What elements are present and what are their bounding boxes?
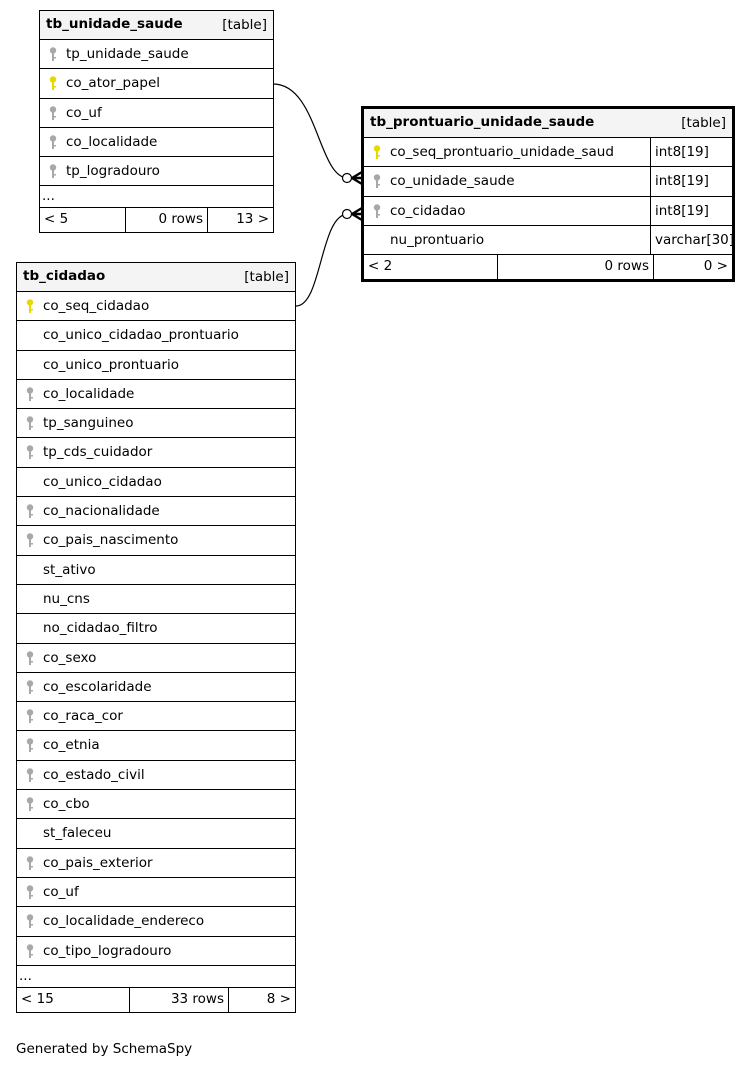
column-type: int8[19] (650, 167, 732, 195)
column-name: co_pais_nascimento (43, 532, 179, 549)
column-row[interactable] (17, 292, 295, 321)
column-name: co_unico_cidadao (43, 473, 162, 490)
foreign-key-icon (49, 106, 57, 120)
column-row[interactable] (40, 99, 273, 128)
column-name: co_estado_civil (43, 766, 145, 783)
column-row[interactable] (17, 409, 295, 438)
column-name: co_seq_prontuario_unidade_saud (390, 144, 614, 160)
column-row[interactable] (40, 69, 273, 98)
column-name: co_raca_cor (43, 708, 123, 725)
row-count: 33 rows (129, 988, 228, 1012)
foreign-key-icon (26, 797, 34, 811)
column-type: int8[19] (650, 138, 732, 166)
table-name: tb_prontuario_unidade_saude (370, 114, 595, 130)
column-name: tp_sanguineo (43, 415, 134, 432)
column-row[interactable] (17, 702, 295, 731)
foreign-key-icon (26, 856, 34, 870)
children-count[interactable]: 8 > (228, 988, 295, 1012)
children-count[interactable]: 13 > (207, 208, 273, 232)
column-name: no_cidadao_filtro (43, 620, 158, 637)
column-list (17, 292, 295, 966)
foreign-key-icon (26, 533, 34, 547)
column-type: varchar[30] (650, 226, 732, 254)
children-count[interactable]: 0 > (653, 255, 732, 279)
column-name: co_unidade_saude (390, 173, 515, 190)
table-tb-cidadao[interactable] (16, 262, 296, 1013)
column-name: co_cidadao (390, 202, 466, 219)
column-row[interactable] (17, 937, 295, 966)
column-name: co_localidade (43, 385, 135, 402)
foreign-key-icon (26, 387, 34, 401)
column-row[interactable] (364, 138, 732, 167)
foreign-key-icon (26, 738, 34, 752)
column-row[interactable] (17, 790, 295, 819)
column-name: co_ator_papel (66, 75, 161, 92)
column-row[interactable] (17, 819, 295, 848)
column-name: co_nacionalidade (43, 503, 160, 520)
parents-count[interactable]: < 15 (21, 990, 54, 1007)
column-row[interactable] (17, 673, 295, 702)
column-name: co_pais_exterior (43, 854, 153, 871)
row-count: 0 rows (497, 255, 653, 279)
table-footer (40, 208, 273, 232)
table-footer (17, 988, 295, 1012)
foreign-key-icon (26, 680, 34, 694)
column-row[interactable] (17, 907, 295, 936)
column-row[interactable] (17, 438, 295, 467)
column-row[interactable] (17, 731, 295, 760)
edge-endpoint-circle (343, 210, 352, 219)
foreign-key-icon (26, 416, 34, 430)
parents-count[interactable]: < 5 (44, 211, 69, 228)
column-row[interactable] (17, 585, 295, 614)
column-row[interactable] (17, 849, 295, 878)
column-row[interactable] (364, 167, 732, 196)
table-type-tag: [table] (681, 115, 726, 131)
column-row[interactable] (17, 556, 295, 585)
foreign-key-icon (26, 504, 34, 518)
column-name: co_etnia (43, 737, 100, 754)
column-row[interactable] (17, 644, 295, 673)
column-row[interactable] (40, 128, 273, 157)
column-name: co_uf (66, 104, 102, 121)
generated-by-label: Generated by SchemaSpy (16, 1041, 193, 1057)
column-name: st_ativo (43, 561, 96, 578)
column-row[interactable] (17, 761, 295, 790)
column-name: st_faleceu (43, 825, 112, 842)
table-name: tb_unidade_saude (46, 16, 183, 32)
primary-key-icon (49, 76, 57, 90)
column-name: co_tipo_logradouro (43, 942, 172, 959)
column-name: co_unico_prontuario (43, 356, 180, 373)
table-header (17, 263, 295, 292)
edge-cidadao-to-prontuario (296, 214, 362, 306)
column-row[interactable] (364, 226, 735, 255)
column-name: co_sexo (43, 649, 97, 666)
column-row[interactable] (17, 380, 295, 409)
table-tb-prontuario-unidade-saude[interactable] (361, 106, 735, 282)
row-count: 0 rows (125, 208, 207, 232)
column-name: nu_prontuario (390, 231, 485, 248)
column-row[interactable] (17, 321, 295, 350)
column-list (364, 138, 735, 255)
column-name: nu_cns (43, 590, 90, 607)
primary-key-icon (373, 145, 381, 159)
foreign-key-icon (26, 944, 34, 958)
column-name: tp_logradouro (66, 163, 160, 180)
foreign-key-icon (49, 135, 57, 149)
table-name: tb_cidadao (23, 268, 106, 284)
column-name: co_localidade_endereco (43, 913, 205, 930)
parents-count[interactable]: < 2 (368, 258, 393, 275)
table-tb-unidade-saude[interactable] (39, 10, 274, 233)
column-row[interactable] (17, 468, 295, 497)
table-header (364, 109, 732, 138)
foreign-key-icon (49, 164, 57, 178)
edge-endpoint-circle (343, 174, 352, 183)
column-name: co_unico_cidadao_prontuario (43, 327, 239, 344)
table-type-tag: [table] (244, 269, 289, 285)
foreign-key-icon (373, 174, 381, 188)
column-name: co_seq_cidadao (43, 298, 150, 314)
column-name: co_cbo (43, 796, 90, 813)
column-name: tp_unidade_saude (66, 46, 189, 62)
edge-unidade-saude-to-prontuario (273, 84, 362, 178)
column-row[interactable] (364, 197, 732, 226)
foreign-key-icon (26, 914, 34, 928)
column-row[interactable] (17, 614, 295, 643)
column-name: co_localidade (66, 133, 158, 150)
column-row[interactable] (40, 157, 273, 186)
table-type-tag: [table] (222, 17, 267, 33)
foreign-key-icon (26, 445, 34, 459)
table-footer (364, 255, 732, 279)
column-name: co_escolaridade (43, 678, 152, 695)
column-row[interactable] (40, 40, 273, 69)
more-columns-ellipsis: ... (17, 966, 295, 988)
column-type: int8[19] (650, 197, 732, 225)
foreign-key-icon (49, 47, 57, 61)
foreign-key-icon (373, 204, 381, 218)
column-name: tp_cds_cuidador (43, 444, 153, 461)
foreign-key-icon (26, 651, 34, 665)
foreign-key-icon (26, 709, 34, 723)
column-row[interactable] (17, 878, 295, 907)
primary-key-icon (26, 299, 34, 313)
column-name: co_uf (43, 883, 79, 900)
foreign-key-icon (26, 885, 34, 899)
foreign-key-icon (26, 768, 34, 782)
more-columns-ellipsis: ... (40, 186, 273, 208)
column-row[interactable] (17, 497, 295, 526)
column-row[interactable] (17, 526, 295, 555)
column-row[interactable] (17, 351, 295, 380)
column-list (40, 40, 273, 186)
table-header (40, 11, 273, 40)
